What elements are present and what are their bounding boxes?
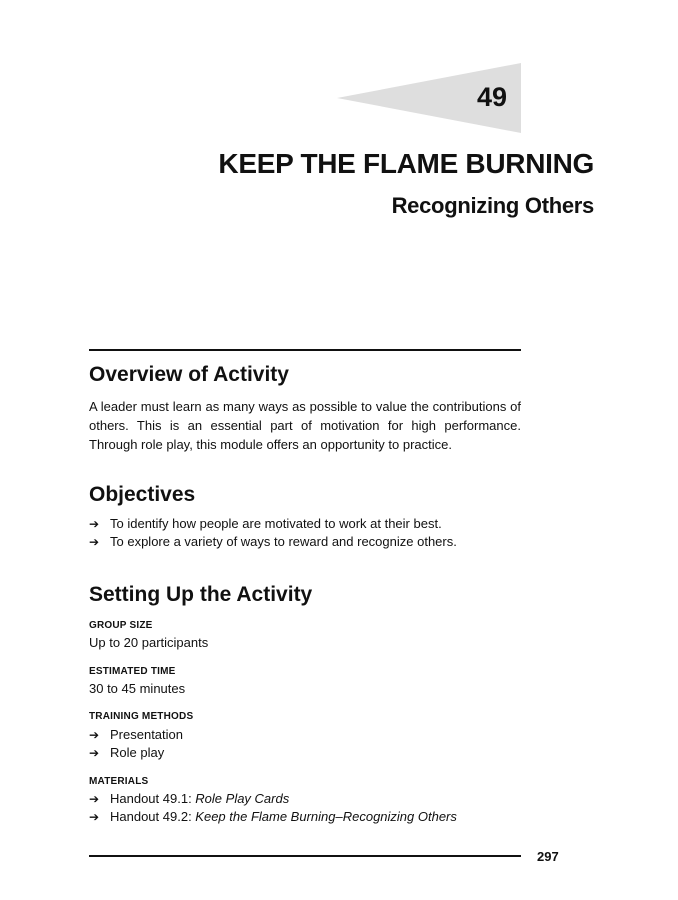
material-prefix: Handout 49.2:: [110, 809, 196, 824]
training-methods-label: TRAINING METHODS: [89, 711, 194, 722]
objective-text: To explore a variety of ways to reward and recognize others.: [110, 534, 457, 549]
training-method-text: Presentation: [110, 727, 183, 742]
material-text: [110, 808, 457, 826]
objectives-heading: Objectives: [89, 483, 196, 506]
objectives-list: [89, 515, 457, 551]
bottom-divider: [89, 855, 521, 857]
materials-label: MATERIALS: [89, 776, 149, 787]
page-number: 297: [537, 849, 559, 864]
arrow-right-icon: ➔: [89, 746, 100, 760]
material-item: [89, 808, 457, 826]
objective-item: [89, 515, 457, 533]
overview-heading: Overview of Activity: [89, 363, 289, 386]
arrow-right-icon: ➔: [89, 535, 100, 549]
arrow-right-icon: ➔: [89, 810, 100, 824]
training-method-item: [89, 744, 183, 762]
material-text: [110, 790, 289, 808]
objective-item: [89, 533, 457, 551]
top-divider: [89, 349, 521, 351]
material-title: Keep the Flame Burning–Recognizing Others: [195, 809, 457, 824]
group-size-value: Up to 20 participants: [89, 635, 209, 650]
training-method-item: [89, 726, 183, 744]
training-methods-list: [89, 726, 183, 762]
materials-list: [89, 790, 457, 826]
setup-heading: Setting Up the Activity: [89, 583, 313, 606]
overview-body: A leader must learn as many ways as possible to value the contributions of others. This is an essential part of motivation for high performance. Through role play, this module offers an opportunity to practice.: [89, 399, 521, 452]
training-method-text: Role play: [110, 745, 165, 760]
estimated-time-label: ESTIMATED TIME: [89, 666, 176, 677]
material-item: [89, 790, 457, 808]
material-title: Role Play Cards: [195, 791, 290, 806]
arrow-right-icon: ➔: [89, 792, 100, 806]
group-size-label: GROUP SIZE: [89, 620, 153, 631]
page-title: KEEP THE FLAME BURNING: [218, 148, 594, 179]
chapter-badge: [337, 63, 521, 133]
page-subtitle: Recognizing Others: [391, 193, 594, 218]
material-prefix: Handout 49.1:: [110, 791, 196, 806]
objective-text: To identify how people are motivated to work at their best.: [110, 516, 442, 531]
estimated-time-value: 30 to 45 minutes: [89, 681, 186, 696]
arrow-right-icon: ➔: [89, 517, 100, 531]
arrow-right-icon: ➔: [89, 728, 100, 742]
chapter-number: 49: [476, 82, 507, 112]
